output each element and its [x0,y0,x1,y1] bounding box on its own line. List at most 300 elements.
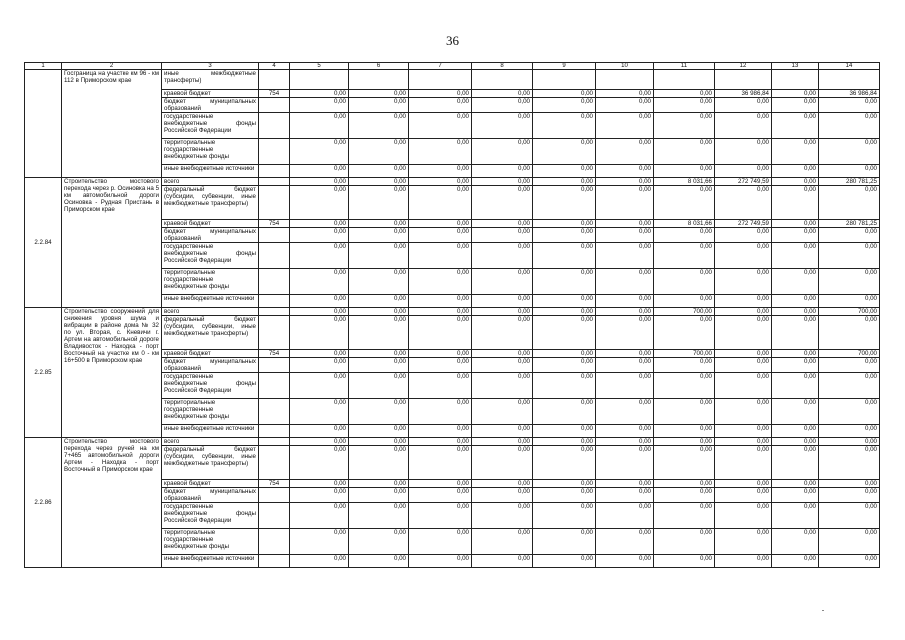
amount-cell: 0,00 [596,480,654,488]
amount-cell: 0,00 [533,480,596,488]
amount-cell: 0,00 [715,399,772,425]
responsible-code: 754 [259,480,290,488]
amount-cell: 0,00 [349,139,409,165]
responsible-code [259,316,290,350]
amount-cell: 0,00 [654,399,715,425]
amount-cell: 0,00 [472,555,533,568]
responsible-code [259,399,290,425]
amount-cell: 0,00 [533,243,596,269]
amount-cell: 0,00 [290,113,349,139]
amount-cell: 0,00 [290,438,349,446]
amount-cell [533,70,596,90]
amount-cell: 0,00 [715,438,772,446]
amount-cell: 0,00 [772,186,819,220]
amount-cell: 0,00 [409,139,472,165]
amount-cell: 0,00 [654,186,715,220]
amount-cell: 0,00 [349,480,409,488]
amount-cell: 272 749,59 [715,220,772,228]
responsible-code: 754 [259,220,290,228]
amount-cell: 0,00 [772,220,819,228]
amount-cell: 280 781,25 [819,178,880,186]
amount-cell: 700,00 [819,350,880,358]
funding-source: государственные внебюджетные фонды Российской Федерации [162,373,259,399]
amount-cell: 0,00 [819,269,880,295]
funding-source: государственные внебюджетные фонды Российской Федерации [162,113,259,139]
amount-cell: 0,00 [654,165,715,178]
amount-cell: 0,00 [715,295,772,308]
amount-cell: 0,00 [654,228,715,243]
amount-cell: 0,00 [654,446,715,480]
funding-source: территориальные государственные внебюджетные фонды [162,139,259,165]
amount-cell: 0,00 [409,438,472,446]
amount-cell: 0,00 [772,90,819,98]
column-number: 6 [349,63,409,70]
responsible-code [259,178,290,186]
amount-cell: 0,00 [290,555,349,568]
amount-cell: 0,00 [409,316,472,350]
amount-cell: 0,00 [290,399,349,425]
scan-speck [822,610,824,611]
amount-cell: 0,00 [596,529,654,555]
amount-cell: 0,00 [819,399,880,425]
amount-cell: 0,00 [533,555,596,568]
amount-cell: 0,00 [654,529,715,555]
item-description: Госграница на участке км 96 - км 112 в Приморском крае [62,70,162,178]
amount-cell: 0,00 [290,308,349,316]
amount-cell: 0,00 [349,90,409,98]
amount-cell: 0,00 [409,220,472,228]
amount-cell: 0,00 [772,228,819,243]
responsible-code [259,228,290,243]
amount-cell: 8 031,66 [654,220,715,228]
amount-cell: 0,00 [409,425,472,438]
funding-source: федеральный бюджет (субсидии, субвенции, иные межбюджетные трансферты) [162,446,259,480]
amount-cell: 0,00 [772,480,819,488]
amount-cell: 0,00 [819,139,880,165]
amount-cell: 0,00 [654,503,715,529]
amount-cell: 0,00 [472,113,533,139]
amount-cell: 0,00 [349,295,409,308]
amount-cell: 0,00 [596,488,654,503]
responsible-code [259,186,290,220]
amount-cell: 0,00 [654,488,715,503]
item-code: 2.2.84 [25,178,62,308]
item-description: Строительство мостового перехода через ручей на км 7+465 автомобильной дороги Артем - Находка - порт Восточный в Приморском крае [62,438,162,568]
amount-cell: 0,00 [349,529,409,555]
amount-cell: 272 749,59 [715,178,772,186]
amount-cell: 0,00 [290,90,349,98]
amount-cell: 0,00 [715,186,772,220]
amount-cell: 0,00 [290,316,349,350]
amount-cell: 0,00 [596,373,654,399]
amount-cell: 0,00 [349,220,409,228]
funding-source: территориальные государственные внебюджетные фонды [162,399,259,425]
amount-cell: 0,00 [772,529,819,555]
amount-cell: 700,00 [654,350,715,358]
column-number: 14 [819,63,880,70]
amount-cell: 0,00 [290,373,349,399]
amount-cell: 0,00 [819,438,880,446]
table-row [25,70,880,90]
amount-cell: 0,00 [596,178,654,186]
amount-cell: 0,00 [654,425,715,438]
amount-cell: 0,00 [533,488,596,503]
amount-cell: 0,00 [533,228,596,243]
amount-cell: 0,00 [772,269,819,295]
amount-cell: 0,00 [772,446,819,480]
column-number-header-row [25,63,880,70]
amount-cell: 0,00 [409,269,472,295]
amount-cell: 0,00 [533,139,596,165]
amount-cell: 0,00 [596,90,654,98]
amount-cell: 0,00 [472,350,533,358]
amount-cell: 0,00 [772,488,819,503]
amount-cell: 0,00 [290,503,349,529]
amount-cell: 0,00 [772,243,819,269]
amount-cell: 0,00 [290,480,349,488]
amount-cell: 0,00 [596,555,654,568]
amount-cell [349,70,409,90]
amount-cell: 0,00 [772,555,819,568]
amount-cell: 0,00 [819,358,880,373]
amount-cell: 0,00 [349,438,409,446]
amount-cell: 0,00 [472,488,533,503]
amount-cell: 0,00 [472,90,533,98]
amount-cell: 0,00 [654,113,715,139]
amount-cell [715,70,772,90]
table-row [25,308,880,316]
column-number: 5 [290,63,349,70]
funding-source: федеральный бюджет (субсидии, субвенции, иные межбюджетные трансферты) [162,186,259,220]
column-number: 3 [162,63,259,70]
amount-cell: 0,00 [290,165,349,178]
amount-cell: 0,00 [654,555,715,568]
amount-cell: 0,00 [772,165,819,178]
item-description: Строительство мостового перехода через р. Осиновка на 5 км автомобильной дороги Осиновка - Рудная Пристань в Приморском крае [62,178,162,308]
amount-cell: 0,00 [349,178,409,186]
amount-cell: 0,00 [533,98,596,113]
amount-cell: 0,00 [819,480,880,488]
amount-cell: 0,00 [472,243,533,269]
responsible-code [259,295,290,308]
amount-cell: 0,00 [596,503,654,529]
amount-cell: 0,00 [472,178,533,186]
amount-cell: 0,00 [409,399,472,425]
amount-cell: 0,00 [772,425,819,438]
amount-cell: 0,00 [409,373,472,399]
amount-cell: 0,00 [533,269,596,295]
amount-cell: 0,00 [349,350,409,358]
amount-cell: 0,00 [772,113,819,139]
amount-cell: 0,00 [715,488,772,503]
amount-cell: 0,00 [472,529,533,555]
responsible-code [259,70,290,90]
amount-cell: 0,00 [654,243,715,269]
amount-cell: 0,00 [533,316,596,350]
amount-cell: 0,00 [472,503,533,529]
amount-cell: 0,00 [715,98,772,113]
amount-cell: 0,00 [819,295,880,308]
funding-source: краевой бюджет [162,90,259,98]
amount-cell: 0,00 [819,243,880,269]
amount-cell: 0,00 [409,178,472,186]
amount-cell: 0,00 [715,139,772,165]
amount-cell: 0,00 [290,220,349,228]
amount-cell: 0,00 [533,446,596,480]
amount-cell [819,70,880,90]
amount-cell: 0,00 [772,178,819,186]
amount-cell: 0,00 [533,373,596,399]
amount-cell: 0,00 [290,228,349,243]
amount-cell: 0,00 [409,308,472,316]
amount-cell [409,70,472,90]
amount-cell: 0,00 [472,98,533,113]
amount-cell: 0,00 [472,438,533,446]
page-number: 36 [446,33,459,48]
amount-cell: 0,00 [596,269,654,295]
amount-cell: 0,00 [715,358,772,373]
amount-cell: 0,00 [533,529,596,555]
amount-cell: 0,00 [472,220,533,228]
amount-cell: 0,00 [819,165,880,178]
amount-cell: 0,00 [596,350,654,358]
amount-cell: 0,00 [472,308,533,316]
responsible-code: 754 [259,90,290,98]
amount-cell: 0,00 [715,425,772,438]
amount-cell: 0,00 [715,555,772,568]
amount-cell: 0,00 [290,186,349,220]
amount-cell: 0,00 [349,113,409,139]
amount-cell: 0,00 [349,488,409,503]
amount-cell: 0,00 [819,98,880,113]
column-number: 8 [472,63,533,70]
amount-cell: 0,00 [290,139,349,165]
responsible-code [259,488,290,503]
amount-cell: 0,00 [715,228,772,243]
column-number: 10 [596,63,654,70]
amount-cell: 0,00 [409,98,472,113]
amount-cell: 0,00 [533,186,596,220]
amount-cell: 0,00 [472,186,533,220]
item-description: Строительство сооружений для снижения уровня шума и вибрации в районе дома № 32 по ул. Вторая, с. Кневичи г. Артем на автомобильной дороге Владивосток - Находка - порт Восточный на участке км 0 - км 16+500 в Приморском крае [62,308,162,438]
amount-cell: 0,00 [472,446,533,480]
amount-cell: 700,00 [654,308,715,316]
column-number: 4 [259,63,290,70]
amount-cell: 0,00 [290,98,349,113]
amount-cell: 0,00 [772,139,819,165]
amount-cell: 0,00 [290,295,349,308]
funding-source: государственные внебюджетные фонды Российской Федерации [162,503,259,529]
amount-cell: 0,00 [409,186,472,220]
amount-cell: 0,00 [409,503,472,529]
amount-cell: 0,00 [654,358,715,373]
amount-cell: 0,00 [533,358,596,373]
amount-cell: 0,00 [596,425,654,438]
amount-cell: 0,00 [409,228,472,243]
amount-cell: 0,00 [349,165,409,178]
amount-cell: 0,00 [409,446,472,480]
item-code: 2.2.85 [25,308,62,438]
amount-cell: 0,00 [533,350,596,358]
amount-cell: 0,00 [596,98,654,113]
amount-cell: 0,00 [819,228,880,243]
amount-cell: 0,00 [596,438,654,446]
amount-cell: 0,00 [715,243,772,269]
amount-cell: 0,00 [409,90,472,98]
column-number: 11 [654,63,715,70]
amount-cell: 0,00 [349,358,409,373]
funding-source: всего [162,308,259,316]
amount-cell: 0,00 [533,308,596,316]
amount-cell: 0,00 [290,243,349,269]
responsible-code [259,425,290,438]
amount-cell: 0,00 [349,446,409,480]
amount-cell: 280 781,25 [819,220,880,228]
amount-cell: 0,00 [819,555,880,568]
amount-cell: 0,00 [654,438,715,446]
amount-cell: 0,00 [596,243,654,269]
amount-cell: 0,00 [472,295,533,308]
responsible-code [259,243,290,269]
amount-cell: 0,00 [533,399,596,425]
amount-cell: 0,00 [290,529,349,555]
amount-cell: 0,00 [819,503,880,529]
amount-cell: 0,00 [290,425,349,438]
funding-source: всего [162,178,259,186]
responsible-code [259,358,290,373]
amount-cell: 0,00 [654,98,715,113]
amount-cell: 0,00 [349,425,409,438]
amount-cell: 0,00 [596,316,654,350]
amount-cell: 0,00 [772,308,819,316]
amount-cell: 0,00 [349,98,409,113]
amount-cell: 0,00 [772,399,819,425]
funding-source: краевой бюджет [162,220,259,228]
amount-cell: 0,00 [290,178,349,186]
amount-cell: 36 986,84 [715,90,772,98]
funding-source: бюджет муниципальных образований [162,228,259,243]
amount-cell: 0,00 [349,243,409,269]
amount-cell: 0,00 [819,373,880,399]
amount-cell [596,70,654,90]
amount-cell: 0,00 [596,295,654,308]
amount-cell: 700,00 [819,308,880,316]
amount-cell: 0,00 [715,113,772,139]
amount-cell: 0,00 [654,139,715,165]
funding-source: иные внебюджетные источники [162,425,259,438]
amount-cell: 0,00 [596,399,654,425]
table-row [25,438,880,446]
responsible-code [259,113,290,139]
amount-cell: 0,00 [772,503,819,529]
amount-cell: 0,00 [596,308,654,316]
amount-cell: 0,00 [596,186,654,220]
amount-cell: 0,00 [472,373,533,399]
amount-cell: 0,00 [654,316,715,350]
amount-cell: 0,00 [472,165,533,178]
responsible-code: 754 [259,350,290,358]
responsible-code [259,446,290,480]
column-number: 7 [409,63,472,70]
amount-cell: 0,00 [533,113,596,139]
amount-cell: 0,00 [290,446,349,480]
table-row [25,178,880,186]
funding-source: территориальные государственные внебюджетные фонды [162,529,259,555]
responsible-code [259,373,290,399]
responsible-code [259,98,290,113]
responsible-code [259,438,290,446]
amount-cell: 0,00 [715,529,772,555]
amount-cell: 0,00 [596,446,654,480]
funding-source: государственные внебюджетные фонды Российской Федерации [162,243,259,269]
amount-cell: 0,00 [409,529,472,555]
amount-cell: 0,00 [772,350,819,358]
amount-cell: 0,00 [472,399,533,425]
funding-source: территориальные государственные внебюджетные фонды [162,269,259,295]
funding-source: федеральный бюджет (субсидии, субвенции, иные межбюджетные трансферты) [162,316,259,350]
amount-cell [654,70,715,90]
amount-cell: 0,00 [290,358,349,373]
funding-source: всего [162,438,259,446]
amount-cell: 0,00 [472,480,533,488]
amount-cell: 0,00 [715,503,772,529]
amount-cell: 0,00 [472,228,533,243]
funding-source: иные межбюджетные трансферты) [162,70,259,90]
amount-cell: 0,00 [772,438,819,446]
responsible-code [259,269,290,295]
column-number: 12 [715,63,772,70]
amount-cell: 0,00 [533,90,596,98]
amount-cell: 0,00 [409,295,472,308]
funding-source: бюджет муниципальных образований [162,98,259,113]
responsible-code [259,139,290,165]
funding-source: иные внебюджетные источники [162,165,259,178]
amount-cell: 0,00 [349,373,409,399]
amount-cell: 0,00 [349,555,409,568]
amount-cell: 0,00 [596,220,654,228]
amount-cell: 0,00 [409,113,472,139]
amount-cell: 0,00 [715,350,772,358]
amount-cell: 0,00 [409,555,472,568]
funding-source: бюджет муниципальных образований [162,358,259,373]
amount-cell: 0,00 [596,358,654,373]
amount-cell: 8 031,66 [654,178,715,186]
amount-cell [290,70,349,90]
amount-cell: 0,00 [819,488,880,503]
column-number: 2 [62,63,162,70]
amount-cell: 0,00 [715,316,772,350]
amount-cell: 0,00 [349,228,409,243]
funding-source: краевой бюджет [162,480,259,488]
amount-cell: 0,00 [819,316,880,350]
amount-cell: 0,00 [596,139,654,165]
amount-cell: 0,00 [715,480,772,488]
amount-cell: 0,00 [472,425,533,438]
amount-cell: 0,00 [409,165,472,178]
amount-cell: 0,00 [533,178,596,186]
amount-cell: 0,00 [715,446,772,480]
amount-cell: 0,00 [533,295,596,308]
responsible-code [259,165,290,178]
amount-cell: 0,00 [654,295,715,308]
amount-cell: 0,00 [654,480,715,488]
amount-cell: 0,00 [472,269,533,295]
amount-cell: 0,00 [472,316,533,350]
amount-cell: 0,00 [290,269,349,295]
amount-cell: 0,00 [533,220,596,228]
funding-source: иные внебюджетные источники [162,295,259,308]
amount-cell: 0,00 [349,186,409,220]
